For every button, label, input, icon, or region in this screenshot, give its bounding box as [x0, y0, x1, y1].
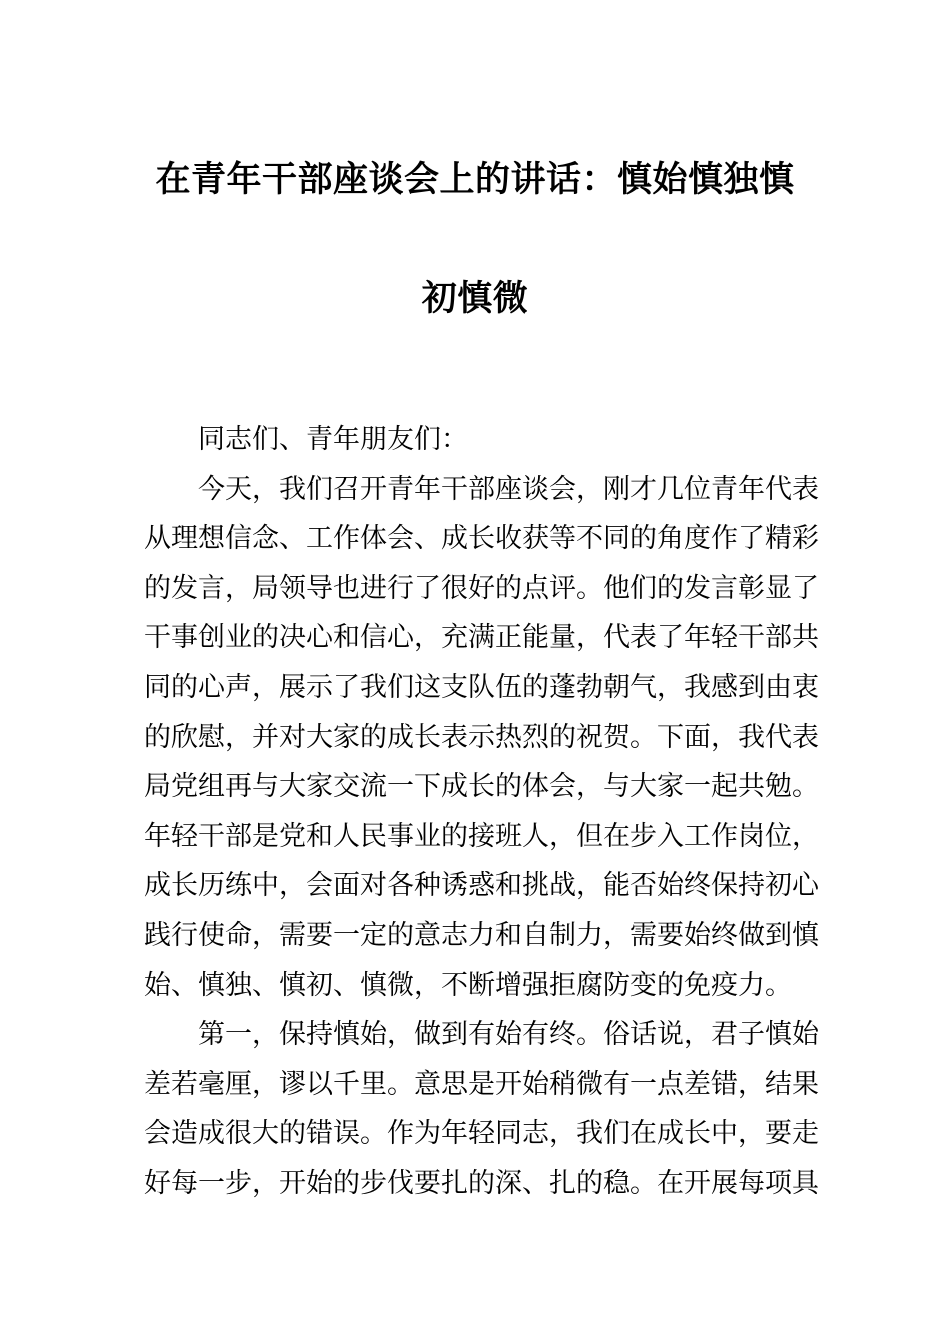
- paragraph-line: 干事创业的决心和信心，充满正能量，代表了年轻干部共: [144, 622, 819, 654]
- paragraph-line: 的欣慰，并对大家的成长表示热烈的祝贺。下面，我代表: [144, 721, 819, 753]
- paragraph-line: 践行使命，需要一定的意志力和自制力，需要始终做到慎: [144, 919, 819, 951]
- paragraph-line: 今天，我们召开青年干部座谈会，刚才几位青年代表: [198, 473, 819, 505]
- paragraph-line: 好每一步，开始的步伐要扎的深、扎的稳。在开展每项具: [144, 1167, 819, 1199]
- document-body: [144, 415, 819, 1209]
- paragraph-line: 成长历练中，会面对各种诱惑和挑战，能否始终保持初心: [144, 870, 819, 902]
- paragraph-line: 第一，保持慎始，做到有始有终。俗话说，君子慎始: [198, 1019, 819, 1051]
- paragraph-line: 局党组再与大家交流一下成长的体会，与大家一起共勉。: [144, 771, 819, 803]
- paragraph-line: 从理想信念、工作体会、成长收获等不同的角度作了精彩: [144, 523, 819, 555]
- salutation: 同志们、青年朋友们：: [198, 424, 468, 455]
- paragraph-line: 差若毫厘，谬以千里。意思是开始稍微有一点差错，结果: [144, 1068, 819, 1100]
- document-title-line-1: 在青年干部座谈会上的讲话：慎始慎独慎: [155, 160, 795, 200]
- paragraph-line: 会造成很大的错误。作为年轻同志，我们在成长中，要走: [144, 1118, 819, 1150]
- paragraph-line: 始、慎独、慎初、慎微，不断增强拒腐防变的免疫力。: [144, 969, 792, 1001]
- paragraph-line: 的发言，局领导也进行了很好的点评。他们的发言彰显了: [144, 572, 819, 604]
- paragraph-line: 年轻干部是党和人民事业的接班人，但在步入工作岗位，: [144, 820, 819, 852]
- document-title-line-2: 初慎微: [421, 279, 529, 319]
- paragraph-line: 同的心声，展示了我们这支队伍的蓬勃朝气，我感到由衷: [144, 671, 819, 703]
